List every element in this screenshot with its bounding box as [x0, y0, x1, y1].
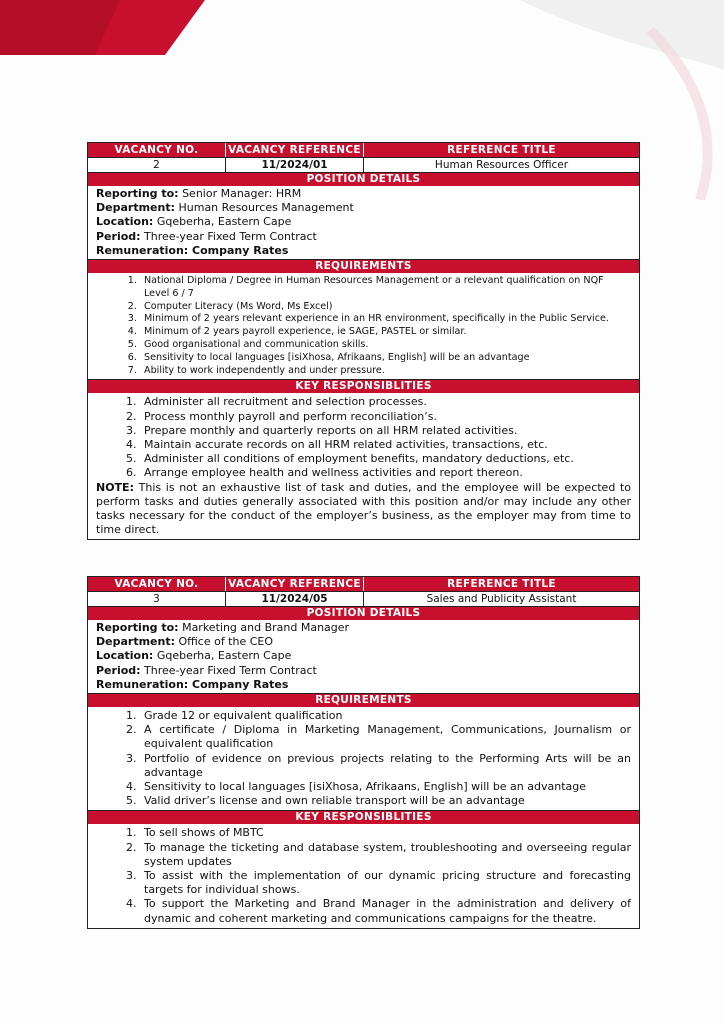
vacancy-table-2 — [87, 576, 640, 929]
list-item: 2. To manage the ticketing and database system, troubleshooting and overseeing regular system updates — [140, 841, 631, 869]
remuneration-line — [96, 678, 631, 692]
location-line — [96, 649, 631, 663]
key-responsibilities-band: KEY RESPONSIBLITIES — [88, 810, 639, 824]
reference-title: Sales and Publicity Assistant — [426, 593, 577, 605]
list-item: 4. Maintain accurate records on all HRM related activities, transactions, etc. — [140, 438, 631, 452]
list-item: 1. Grade 12 or equivalent qualification — [140, 709, 631, 723]
vacancy-header-row — [88, 577, 639, 591]
reporting-line — [96, 187, 631, 201]
list-item: 3. Portfolio of evidence on previous projects relating to the Performing Arts will be an advantage — [140, 752, 631, 780]
position-details — [88, 186, 639, 259]
requirements-band: REQUIREMENTS — [88, 693, 639, 707]
vacancy-number: 2 — [88, 158, 226, 172]
list-item: 1. To sell shows of MBTC — [140, 826, 631, 840]
period-value: Three-year Fixed Term Contract — [140, 663, 317, 677]
reference-title: Human Resources Officer — [434, 159, 569, 171]
list-item: 1. National Diploma / Degree in Human Resources Management or a relevant qualification on NQF Level 6 / 7 — [140, 275, 631, 301]
vacancy-reference: 11/2024/05 — [226, 592, 364, 606]
requirements-list — [88, 273, 639, 379]
reference-title-header: REFERENCE TITLE — [447, 578, 556, 590]
reporting-value: Marketing and Brand Manager — [178, 621, 350, 634]
list-item: 4. Minimum of 2 years payroll experience, ie SAGE, PASTEL or similar. — [140, 326, 631, 339]
vacancy-reference: 11/2024/01 — [226, 158, 364, 172]
responsibilities-list — [88, 393, 639, 480]
location-line — [96, 215, 631, 229]
requirements-band: REQUIREMENTS — [88, 259, 639, 273]
list-item: 3. To assist with the implementation of our dynamic pricing structure and forecasting targets for individual shows. — [140, 869, 631, 897]
requirements-list — [88, 707, 639, 810]
list-item: 2. A certificate / Diploma in Marketing Management, Communications, Journalism or equivalent qualification — [140, 723, 631, 751]
vacancy-header-row — [88, 143, 639, 157]
list-item: 5. Good organisational and communication skills. — [140, 339, 631, 352]
vacancy-no-header: VACANCY NO. — [88, 577, 226, 591]
list-item: 7. Ability to work independently and under pressure. — [140, 365, 631, 378]
vacancy-no-header: VACANCY NO. — [88, 143, 226, 157]
list-item: 5. Valid driver’s license and own reliable transport will be an advantage — [140, 794, 631, 808]
reporting-label: Reporting to: — [96, 621, 179, 634]
location-value: Gqeberha, Eastern Cape — [153, 215, 292, 229]
note-label: NOTE: — [96, 480, 134, 494]
location-value: Gqeberha, Eastern Cape — [153, 649, 292, 663]
department-line — [96, 201, 631, 215]
reporting-value: Senior Manager: HRM — [178, 187, 302, 200]
period-line — [96, 664, 631, 678]
list-item: 2. Process monthly payroll and perform reconciliation’s. — [140, 410, 631, 424]
remuneration-label: Remuneration: Company Rates — [96, 243, 289, 257]
period-value: Three-year Fixed Term Contract — [140, 229, 317, 243]
vacancy-table-1 — [87, 142, 640, 540]
period-line — [96, 230, 631, 244]
department-label: Department: — [96, 635, 175, 649]
vacancy-values-row — [88, 591, 639, 606]
vacancy-reference-header: VACANCY REFERENCE — [226, 577, 364, 591]
remuneration-label: Remuneration: Company Rates — [96, 677, 289, 691]
list-item: 3. Minimum of 2 years relevant experience in an HR environment, specifically in the Public Service. — [140, 313, 631, 326]
period-label: Period: — [96, 663, 141, 677]
list-item: 5. Administer all conditions of employment benefits, mandatory deductions, etc. — [140, 452, 631, 466]
key-responsibilities-band: KEY RESPONSIBLITIES — [88, 379, 639, 393]
reporting-label: Reporting to: — [96, 187, 179, 200]
vacancy-values-row — [88, 157, 639, 172]
list-item: 2. Computer Literacy (Ms Word, Ms Excel) — [140, 301, 631, 314]
position-details-band: POSITION DETAILS — [88, 606, 639, 620]
period-label: Period: — [96, 229, 141, 243]
note-text: This is not an exhaustive list of task and duties, and the employee will be expected to perform tasks and duties generally associated with this position and/or may include any other tasks necessary for the conduct of the employer’s business, as the employer may from time to time direct. — [96, 480, 631, 537]
vacancy-number: 3 — [88, 592, 226, 606]
list-item: 1. Administer all recruitment and selection processes. — [140, 395, 631, 409]
vacancy-reference-header: VACANCY REFERENCE — [226, 143, 364, 157]
location-label: Location: — [96, 215, 154, 229]
list-item: 6. Sensitivity to local languages [isiXhosa, Afrikaans, English] will be an advantage — [140, 352, 631, 365]
position-details-band: POSITION DETAILS — [88, 172, 639, 186]
list-item: 3. Prepare monthly and quarterly reports on all HRM related activities. — [140, 424, 631, 438]
list-item: 6. Arrange employee health and wellness activities and report thereon. — [140, 466, 631, 480]
responsibilities-list — [88, 824, 639, 927]
location-label: Location: — [96, 649, 154, 663]
list-item: 4. Sensitivity to local languages [isiXhosa, Afrikaans, English] will be an advantage — [140, 780, 631, 794]
reference-title-header: REFERENCE TITLE — [447, 144, 556, 156]
department-label: Department: — [96, 201, 175, 215]
position-details — [88, 620, 639, 693]
department-value: Human Resources Management — [174, 201, 354, 215]
list-item: 4. To support the Marketing and Brand Manager in the administration and delivery of dynamic and coherent marketing and communications campaigns for the theatre. — [140, 897, 631, 925]
remuneration-line — [96, 244, 631, 258]
department-line — [96, 635, 631, 649]
reporting-line — [96, 621, 631, 635]
department-value: Office of the CEO — [174, 635, 274, 649]
note-paragraph — [88, 481, 639, 540]
